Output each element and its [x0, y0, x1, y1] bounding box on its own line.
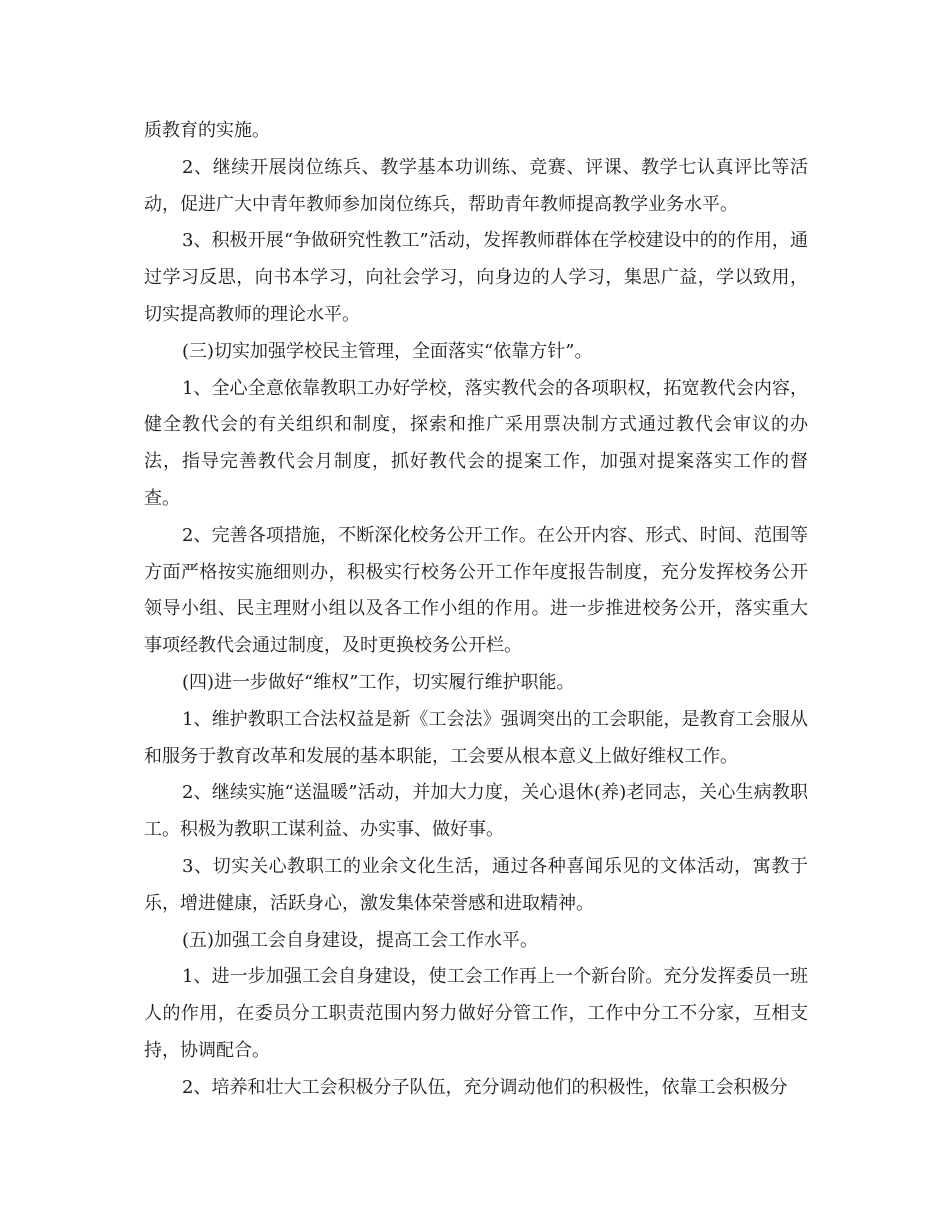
paragraph: 1、维护教职工合法权益是新《工会法》强调突出的工会职能，是教育工会服从和服务于教育改革和发展的基本职能，工会要从根本意义上做好维权工作。	[144, 708, 808, 767]
section-heading: (三)切实加强学校民主管理，全面落实“依靠方针”。	[182, 340, 593, 362]
paragraph: 1、进一步加强工会自身建设，使工会工作再上一个新台阶。充分发挥委员一班人的作用，在委员分工职责范围内努力做好分管工作，工作中分工不分家，互相支持，协调配合。	[144, 966, 808, 1061]
paragraph: 2、继续实施“送温暖”活动，并加大力度，关心退休(养)老同志，关心生病教职工。积极为教职工谋利益、办实事、做好事。	[144, 782, 808, 841]
paragraph: 质教育的实施。	[144, 120, 270, 141]
paragraph: 2、继续开展岗位练兵、教学基本功训练、竞赛、评课、教学七认真评比等活动，促进广大中青年教师参加岗位练兵，帮助青年教师提高教学业务水平。	[144, 156, 808, 215]
paragraph: 3、积极开展“争做研究性教工”活动，发挥教师群体在学校建设中的的作用，通过学习反思，向书本学习，向社会学习，向身边的人学习，集思广益，学以致用，切实提高教师的理论水平。	[144, 230, 808, 325]
paragraph: 2、完善各项措施，不断深化校务公开工作。在公开内容、形式、时间、范围等方面严格按实施细则办，积极实行校务公开工作年度报告制度，充分发挥校务公开领导小组、民主理财小组以及各工作小组的作用。进一步推进校务公开，落实重大事项经教代会通过制度，及时更换校务公开栏。	[144, 524, 808, 657]
paragraph: 1、全心全意依靠教职工办好学校，落实教代会的各项职权，拓宽教代会内容，健全教代会的有关组织和制度，探索和推广采用票决制方式通过教代会审议的办法，指导完善教代会月制度，抓好教代会的提案工作，加强对提案落实工作的督查。	[144, 377, 808, 509]
section-heading: (四)进一步做好“维权”工作，切实履行维护职能。	[182, 671, 575, 693]
paragraph: 2、培养和壮大工会积极分子队伍，充分调动他们的积极性，依靠工会积极分	[182, 1076, 788, 1098]
paragraph: 3、切实关心教职工的业余文化生活，通过各种喜闻乐见的文体活动，寓教于乐，增进健康，活跃身心，激发集体荣誉感和进取精神。	[144, 855, 808, 914]
section-heading: (五)加强工会自身建设，提高工会工作水平。	[182, 929, 539, 951]
